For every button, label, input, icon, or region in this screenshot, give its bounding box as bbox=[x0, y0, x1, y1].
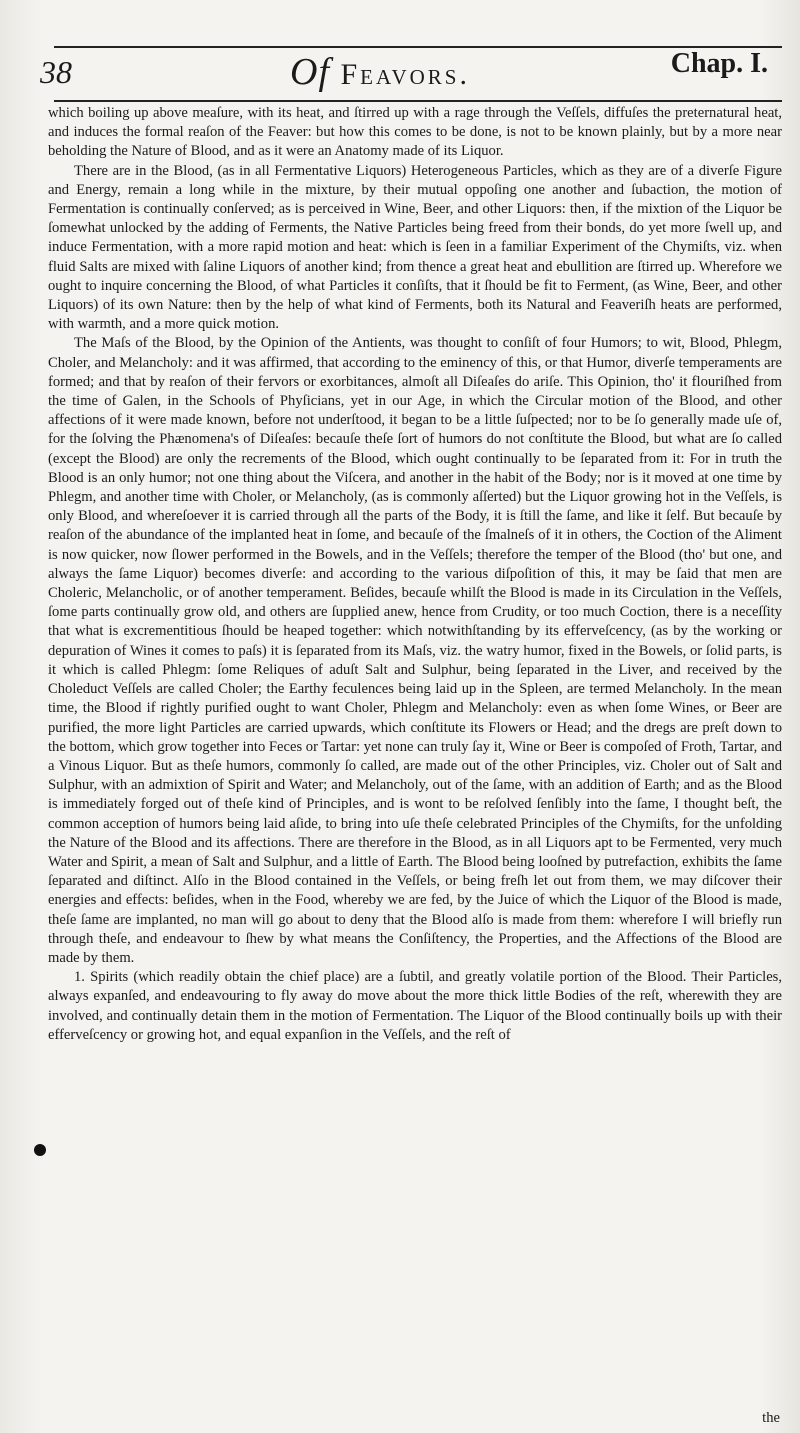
running-header bbox=[40, 48, 790, 96]
running-title-word: Of bbox=[290, 51, 330, 93]
body-text bbox=[48, 104, 782, 1045]
header-rule-bottom bbox=[54, 100, 782, 102]
chapter-label: Chap. I. bbox=[670, 48, 768, 79]
paragraph: 1. Spirits (which readily obtain the chief place) are a ſubtil, and greatly volatile portion of the Blood. Their Particles, always expanſed, and endeavouring to fly away do move about the more thick little Bodies of the reſt, wherewith they are involved, and continually detain them in the motion of Fermentation. The Liquor of the Blood continually boils up with their efferveſcency or growing hot, and equal expanſion in the Veſſels, and the reſt of bbox=[48, 969, 782, 1043]
running-title bbox=[290, 50, 470, 94]
paragraph: which boiling up above meaſure, with its heat, and ſtirred up with a rage through the Veſſels, diffuſes the preternatural heat, and induces the formal reaſon of the Feaver: but how this comes to be done, is not to be known plainly, but by a more near beholding the Nature of Blood, and as it were an Anatomy made of its Liquor. bbox=[48, 105, 782, 160]
page-number: 38 bbox=[40, 54, 72, 90]
paragraph: The Maſs of the Blood, by the Opinion of the Antients, was thought to conſiſt of four Humors; to wit, Blood, Phlegm, Choler, and Melancholy: and it was affirmed, that according to the eminency of this, or that Humor, diverſe temperaments are formed; and that by reaſon of their fervors or exorbitances, almoſt all Diſeaſes do ariſe. This Opinion, tho' it flouriſhed from the time of Galen, in the Schools of Phyſicians, yet in our Age, in which the Circular motion of the Blood, and other affections of it were made known, before not underſtood, it began to be a little ſuſpected; nor to be ſo generally made uſe of, for the ſolving the Phænomena's of Diſeaſes: becauſe theſe ſort of humors do not conſtitute the Blood, but what are ſo called (except the Blood) are only the recrements of the Blood, which ought continually to be ſeparated from it: For in truth the Blood is an only humor; not one thing about the Viſcera, and another in the habit of the Body; nor is it moved at one time by Phlegm, and another time with Choler, or Melancholy, (as is commonly aſſerted) but the Liquor growing hot in the Veſſels, is only Blood, and whereſoever it is carried through all the parts of the Body, it is ſtill the ſame, and like it ſelf. But becauſe by reaſon of the abundance of the implanted heat in ſome, and becauſe of the ſmalneſs of it in others, the Coction of the Aliment is now quicker, now ſlower performed in the Bowels, and in the Veſſels; therefore the temper of the Blood (tho' but one, and always the ſame Liquor) becomes diverſe: and according to the various diſpoſition of this, it may be ſaid that men are Choleric, Melancholic, or of another temperament. Beſides, becauſe whilſt the Blood is made in its Circulation in the Veſſels, ſome parts continually grow old, and others are ſupplied anew, hence from Crudity, or too much Coction, there is a neceſſity that what is excrementitious ſhould be heaped together: which notwithſtanding by its efferveſcency, (as by the working or depuration of Wines it comes to paſs) it is ſeparated from its Maſs, viz. the watry humor, fixed in the Bowels, or ſolid parts, is it which is called Phlegm: ſome Reliques of aduſt Salt and Sulphur, being ſeparated in the Liver, and received by the Choleduct Veſſels are called Choler; the Earthy feculences being laid up in the Spleen, are termed Melancholy. In the mean time, the Blood if rightly purified ought to want Choler, Phlegm and Melancholy: even as when ſome Wines, or Beer are purified, the more light Particles are carried upwards, which conſtitute its Flowers or Head; and the dregs are preſt down to the bottom, which grow together into Feces or Tartar: yet none can truly ſay it, Wine or Beer is compoſed of Froth, Tartar, and a Vinous Liquor. But as theſe humors, commonly ſo called, are made out of the other Principles, viz. Choler out of Salt and Sulphur, with an admixtion of Spirit and Water; and Melancholy, out of the ſame, with an addition of Earth; and as the Blood is immediately forged out of theſe kind of Principles, and is wont to be reſolved ſenſibly into the ſame, I thought beſt, the common acception of humors being laid aſide, to bring into uſe theſe celebrated Principles of the Chymiſts, for the unfolding the Nature of the Blood and its affections. There are therefore in the Blood, as in all Liquors apt to be Fermented, very much Water and Spirit, a mean of Salt and Sulphur, and a little of Earth. The Blood being looſned by putrefaction, exhibits the ſame ſeparated and diſtinct. Alſo in the Blood contained in the Veſſels, or being freſh let out from them, we may diſcover their energies and effects: beſides, when in the Food, whereby we are fed, by the Juice of which the Liquor of the Blood is made, theſe ſame are implanted, no man will go about to deny that the Blood alſo is made from them: wherefore I will briefly run through theſe, and endeavour to ſhew by what means the Conſiſtency, the Properties, and the Affections of the Blood are made by them. bbox=[48, 335, 782, 966]
catchword: the bbox=[762, 1410, 780, 1426]
ink-blot-mark bbox=[34, 1144, 46, 1156]
running-title-caps: Feavors. bbox=[340, 58, 470, 91]
paragraph: There are in the Blood, (as in all Fermentative Liquors) Heterogeneous Particles, which as they are of a diverſe Figure and Energy, remain a long while in the mixture, by their mutual oppoſing one another and ſubaction, the motion of Fermentation is continually conſerved; as is perceived in Wine, Beer, and other Liquors: then, if the mixtion of the Liquor be ſomewhat unlocked by the adding of Ferments, the Native Particles being freed from their bonds, do yet more ſwell up, and induce Fermentation, with a more rapid motion and heat: which is ſeen in a familiar Experiment of the Chymiſts, viz. when fluid Salts are mixed with ſaline Liquors of another kind; from thence a great heat and ebullition are ſtirred up. Wherefore we ought to inquire concerning the Blood, of what Particles it conſiſts, that it ſhould be fit to Ferment, (as Wine, Beer, and other Liquors) of its own Nature: then by the help of what kind of Ferments, both its Natural and Feaveriſh heats are performed, with warmth, and a more quick motion. bbox=[48, 162, 782, 333]
